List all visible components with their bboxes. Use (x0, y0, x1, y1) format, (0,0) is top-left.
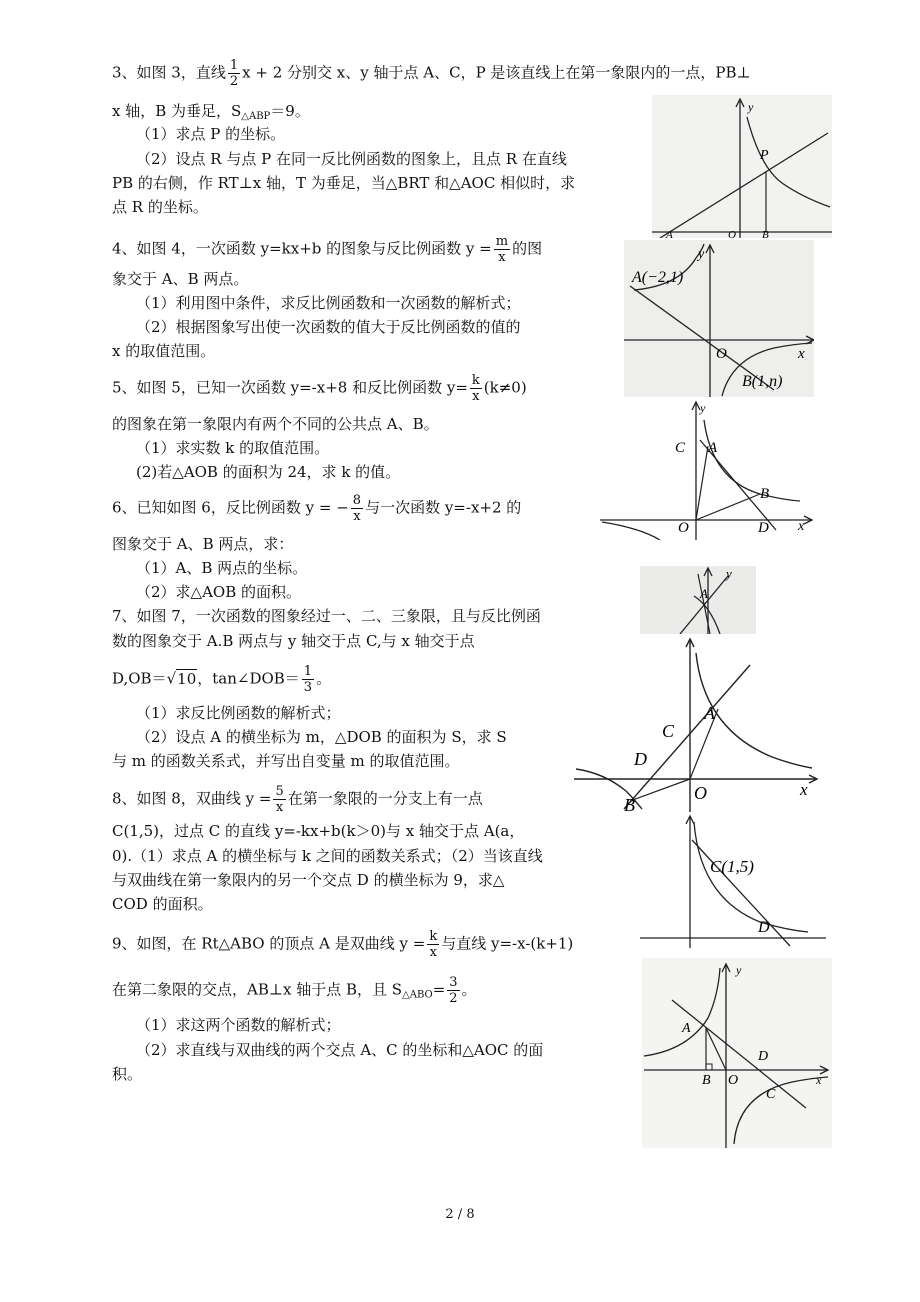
q8-line-5: COD 的面积。 (112, 895, 213, 913)
fig7-label-x: x (800, 780, 808, 799)
fig4-label-y: y (698, 247, 705, 262)
denominator: 3 (303, 680, 313, 695)
sqrt-sign: √ (166, 669, 177, 688)
fig5-label-D: D (758, 520, 769, 536)
fig3-label-A: A (666, 229, 673, 238)
q3-line-6: 点 R 的坐标。 (112, 198, 208, 216)
denominator: 2 (229, 74, 239, 89)
fig5-label-x: x (798, 519, 805, 534)
q3-line-4: （2）设点 R 与点 P 在同一反比例函数的图象上，且点 R 在直线 (136, 150, 567, 168)
q3-line-3: （1）求点 P 的坐标。 (136, 125, 286, 143)
text: 6、已知如图 6，反比例函数 y = − (112, 498, 349, 517)
fraction (351, 493, 363, 524)
q4-line-2: 象交于 A、B 两点。 (112, 270, 249, 288)
q4-line-4: （2）根据图象写出使一次函数的值大于反比例函数的值的 (136, 318, 521, 336)
text: ，tan∠DOB＝ (197, 669, 300, 688)
text: 。 (461, 980, 477, 999)
q5-line-1 (112, 373, 527, 404)
fig8-label-D: D (758, 919, 770, 936)
q6-line-1 (112, 493, 521, 524)
fig6-label-A: A (700, 586, 708, 601)
fraction (228, 58, 240, 89)
text: 在第一象限的一分支上有一点 (287, 789, 483, 808)
q9-line-5: 积。 (112, 1065, 143, 1083)
text: 5、如图 5，已知一次函数 y=-x+8 和反比例函数 y= (112, 378, 468, 397)
text: 3、如图 3，直线 (112, 63, 226, 82)
numerator: 1 (229, 58, 239, 73)
text: 在第二象限的交点，AB⊥x 轴于点 B，且 S (112, 980, 403, 999)
q4-line-1 (112, 234, 542, 265)
fig5-label-C: C (675, 440, 686, 456)
fraction (494, 234, 510, 265)
fig9-label-A: A (682, 1021, 691, 1036)
numerator: 3 (449, 975, 458, 990)
q3-line-5: PB 的右侧，作 RT⊥x 轴，T 为垂足，当△BRT 和△AOC 相似时，求 (112, 174, 576, 192)
fig7-label-A: A (704, 703, 715, 723)
subscript: △ABP (241, 111, 271, 122)
fig5-label-O: O (678, 520, 689, 536)
fig3-label-y: y (748, 100, 754, 114)
numerator: 1 (303, 664, 313, 679)
text: 与直线 y=-x-(k+1) (441, 934, 574, 953)
denominator: x (275, 800, 284, 815)
fraction (447, 975, 459, 1006)
fig9-label-O: O (728, 1073, 739, 1088)
text: x + 2 分别交 x、y 轴于点 A、C，P 是该直线上在第一象限内的一点，PB⊥ (242, 63, 751, 82)
text: = (432, 980, 446, 999)
q4-line-5: x 的取值范围。 (112, 342, 216, 360)
fig4-label-O: O (716, 346, 727, 362)
text: 8、如图 8，双曲线 y = (112, 789, 272, 808)
fraction (470, 373, 482, 404)
q8-line-4: 与双曲线在第一象限内的另一个交点 D 的横坐标为 9，求△ (112, 871, 505, 889)
figure-3 (652, 95, 832, 238)
q9-line-4: （2）求直线与双曲线的两个交点 A、C 的坐标和△AOC 的面 (136, 1041, 544, 1059)
fig9-label-x: x (816, 1073, 822, 1087)
numerator: 5 (275, 784, 284, 799)
q9-line-3: （1）求这两个函数的解析式； (136, 1016, 341, 1034)
fraction (427, 929, 439, 960)
q8-line-2: C(1,5)，过点 C 的直线 y=-kx+b(k＞0)与 x 轴交于点 A(a， (112, 822, 525, 840)
text: x 轴，B 为垂足，S (112, 102, 242, 120)
q7-line-1: 7、如图 7，一次函数的图象经过一、二、三象限，且与反比例函 (112, 607, 541, 625)
q5-line-2: 的图象在第一象限内有两个不同的公共点 A、B。 (112, 415, 439, 433)
numerator: k (429, 929, 438, 944)
text: (k≠0) (483, 378, 527, 397)
fig5-label-y: y (700, 401, 706, 415)
figure-4 (624, 240, 814, 397)
fraction (302, 664, 314, 695)
figure-5 (600, 398, 815, 540)
numerator: k (471, 373, 480, 388)
fig3-label-O: O (728, 229, 736, 238)
denominator: x (498, 250, 506, 265)
text: ＝9。 (270, 102, 310, 120)
q8-line-3: 0).（1）求点 A 的横坐标与 k 之间的函数关系式；（2）当该直线 (112, 847, 543, 865)
fig4-label-x: x (798, 346, 805, 362)
q7-line-6: 与 m 的函数关系式，并写出自变量 m 的取值范围。 (112, 752, 460, 770)
q6-line-4: （2）求△AOB 的面积。 (136, 583, 302, 601)
figure-8 (640, 812, 826, 948)
q6-line-2: 图象交于 A、B 两点，求： (112, 535, 294, 553)
fig3-label-P: P (760, 148, 769, 163)
denominator: 2 (449, 991, 458, 1006)
q8-line-1 (112, 784, 483, 815)
text: D,OB＝ (112, 669, 167, 688)
text: 与一次函数 y=-x+2 的 (365, 498, 522, 517)
q4-line-3: （1）利用图中条件，求反比例函数和一次函数的解析式； (136, 294, 521, 312)
fig7-label-O: O (694, 783, 707, 803)
text: 的图 (512, 239, 543, 258)
denominator: x (429, 945, 437, 960)
subscript: △ABO (402, 989, 433, 1001)
q3-line-1 (112, 58, 751, 89)
fig7-label-D: D (634, 749, 647, 769)
figure-6 (640, 566, 756, 634)
fig7-label-C: C (662, 721, 675, 741)
denominator: x (353, 509, 361, 524)
numerator: 8 (352, 493, 362, 508)
fig4-label-B: B(1,n) (742, 373, 783, 390)
q6-line-3: （1）A、B 两点的坐标。 (136, 559, 308, 577)
fig7-label-B: B (624, 795, 635, 813)
denominator: x (472, 389, 480, 404)
text: 9、如图，在 Rt△ABO 的顶点 A 是双曲线 y = (112, 934, 426, 953)
figure-7 (572, 637, 820, 813)
q5-line-4: (2)若△AOB 的面积为 24，求 k 的值。 (136, 463, 401, 481)
fig6-label-y: y (726, 566, 732, 581)
q5-line-3: （1）求实数 k 的取值范围。 (136, 439, 330, 457)
fraction (273, 784, 285, 815)
fig8-label-C: C(1,5) (710, 857, 754, 876)
fig9-label-y: y (736, 963, 742, 977)
q7-line-5: （2）设点 A 的横坐标为 m，△DOB 的面积为 S，求 S (136, 728, 507, 746)
numerator: m (495, 234, 509, 249)
fig9-label-C: C (766, 1087, 776, 1102)
fig9-label-B: B (702, 1073, 711, 1088)
figure-9 (642, 958, 832, 1148)
q7-line-2: 数的图象交于 A.B 两点与 y 轴交于点 C,与 x 轴交于点 (112, 632, 475, 650)
page-number: 2 / 8 (445, 1207, 475, 1222)
q9-line-1 (112, 929, 573, 960)
text: 4、如图 4，一次函数 y=kx+b 的图象与反比例函数 y = (112, 239, 492, 258)
q7-line-3 (112, 664, 331, 695)
sqrt-radicand: 10 (177, 669, 197, 688)
fig4-label-A: A(−2,1) (632, 269, 684, 286)
q7-line-4: （1）求反比例函数的解析式； (136, 704, 341, 722)
fig3-label-B: B (762, 229, 769, 238)
q9-line-2 (112, 975, 477, 1007)
fig9-label-D: D (758, 1049, 769, 1064)
fig5-label-B: B (760, 486, 770, 502)
text: 。 (316, 669, 332, 688)
fig5-label-A: A (708, 440, 718, 456)
